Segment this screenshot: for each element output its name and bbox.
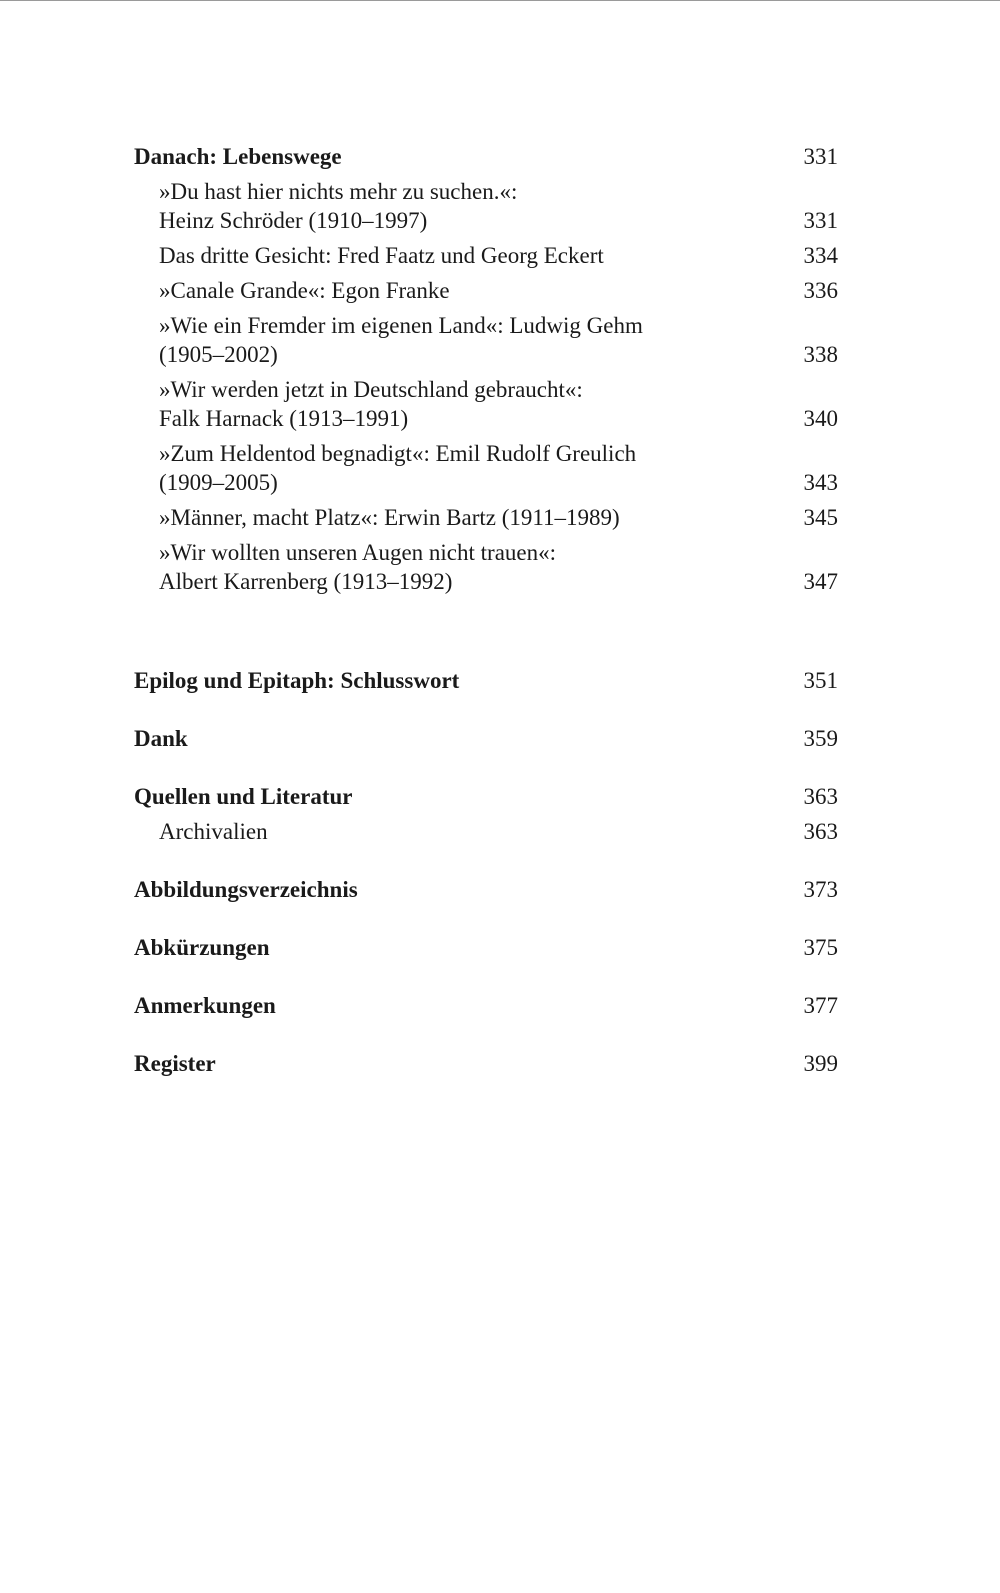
toc-entry-abkuerzungen[interactable] bbox=[134, 933, 838, 962]
toc-entry-title: Danach: Lebenswege bbox=[134, 144, 342, 169]
page-top-rule bbox=[0, 0, 1000, 1]
toc-subentry-line: (1909–2005) bbox=[159, 470, 278, 495]
toc-subentry-line: (1905–2002) bbox=[159, 342, 278, 367]
toc-subentry-page: 336 bbox=[803, 278, 838, 303]
toc-entry-title: Quellen und Literatur bbox=[134, 784, 353, 809]
toc-subentry-line: »Zum Heldentod begnadigt«: Emil Rudolf Greulich bbox=[159, 441, 637, 466]
toc-entry-danach[interactable] bbox=[134, 142, 838, 171]
toc-subentry-greulich[interactable] bbox=[134, 439, 838, 497]
toc-subentry-page: 343 bbox=[803, 470, 838, 495]
table-of-contents bbox=[134, 142, 838, 1078]
toc-subentry-page: 345 bbox=[803, 505, 838, 530]
toc-subentry-title bbox=[159, 375, 798, 433]
toc-subentry-line: »Canale Grande«: Egon Franke bbox=[159, 278, 450, 303]
toc-entry-page: 359 bbox=[803, 726, 838, 751]
toc-entry-anmerkungen[interactable] bbox=[134, 991, 838, 1020]
toc-subentry-harnack[interactable] bbox=[134, 375, 838, 433]
toc-subentry-title bbox=[159, 276, 798, 305]
toc-entry-dank[interactable] bbox=[134, 724, 838, 753]
toc-subentry-page: 331 bbox=[803, 208, 838, 233]
toc-subentry-line: Archivalien bbox=[159, 819, 268, 844]
toc-subentry-title bbox=[159, 817, 798, 846]
toc-subentry-title bbox=[159, 177, 798, 235]
toc-subentry-line: Das dritte Gesicht: Fred Faatz und Georg Eckert bbox=[159, 243, 604, 268]
toc-subentry-line: »Wir wollten unseren Augen nicht trauen«: bbox=[159, 540, 556, 565]
toc-subentry-archivalien[interactable] bbox=[134, 817, 838, 846]
toc-entry-page: 399 bbox=[803, 1051, 838, 1076]
toc-subentry-page: 334 bbox=[803, 243, 838, 268]
toc-entry-abbildungen[interactable] bbox=[134, 875, 838, 904]
toc-entry-page: 363 bbox=[803, 784, 838, 809]
toc-subentry-line: Albert Karrenberg (1913–1992) bbox=[159, 569, 453, 594]
toc-subentry-page: 347 bbox=[803, 569, 838, 594]
toc-entry-title: Dank bbox=[134, 726, 188, 751]
toc-subentry-faatz-eckert[interactable] bbox=[134, 241, 838, 270]
toc-entry-title: Abbildungsverzeichnis bbox=[134, 877, 358, 902]
toc-subentry-page: 340 bbox=[803, 406, 838, 431]
toc-entry-page: 373 bbox=[803, 877, 838, 902]
toc-entry-register[interactable] bbox=[134, 1049, 838, 1078]
toc-entry-quellen[interactable] bbox=[134, 782, 838, 811]
toc-entry-title: Abkürzungen bbox=[134, 935, 270, 960]
toc-subentry-title bbox=[159, 439, 798, 497]
toc-entry-epilog[interactable] bbox=[134, 666, 838, 695]
toc-entry-title: Anmerkungen bbox=[134, 993, 276, 1018]
toc-subentry-page: 363 bbox=[803, 819, 838, 844]
toc-subentry-title bbox=[159, 503, 798, 532]
toc-entry-title: Register bbox=[134, 1051, 216, 1076]
toc-subentry-title bbox=[159, 538, 798, 596]
toc-subentry-franke[interactable] bbox=[134, 276, 838, 305]
toc-entry-page: 377 bbox=[803, 993, 838, 1018]
toc-subentry-title bbox=[159, 311, 798, 369]
toc-subentry-bartz[interactable] bbox=[134, 503, 838, 532]
toc-entry-title: Epilog und Epitaph: Schlusswort bbox=[134, 668, 460, 693]
toc-subentry-title bbox=[159, 241, 798, 270]
toc-subentry-line: Falk Harnack (1913–1991) bbox=[159, 406, 409, 431]
toc-subentry-line: »Wir werden jetzt in Deutschland gebraucht«: bbox=[159, 377, 583, 402]
toc-subentry-line: »Männer, macht Platz«: Erwin Bartz (1911–1989) bbox=[159, 505, 620, 530]
toc-subentry-line: Heinz Schröder (1910–1997) bbox=[159, 208, 428, 233]
toc-subentry-schroeder[interactable] bbox=[134, 177, 838, 235]
toc-subentry-line: »Du hast hier nichts mehr zu suchen.«: bbox=[159, 179, 518, 204]
toc-subentry-line: »Wie ein Fremder im eigenen Land«: Ludwig Gehm bbox=[159, 313, 643, 338]
toc-entry-page: 375 bbox=[803, 935, 838, 960]
toc-entry-page: 351 bbox=[803, 668, 838, 693]
toc-subentry-gehm[interactable] bbox=[134, 311, 838, 369]
toc-subentry-karrenberg[interactable] bbox=[134, 538, 838, 596]
toc-subentry-page: 338 bbox=[803, 342, 838, 367]
toc-entry-page: 331 bbox=[803, 144, 838, 169]
